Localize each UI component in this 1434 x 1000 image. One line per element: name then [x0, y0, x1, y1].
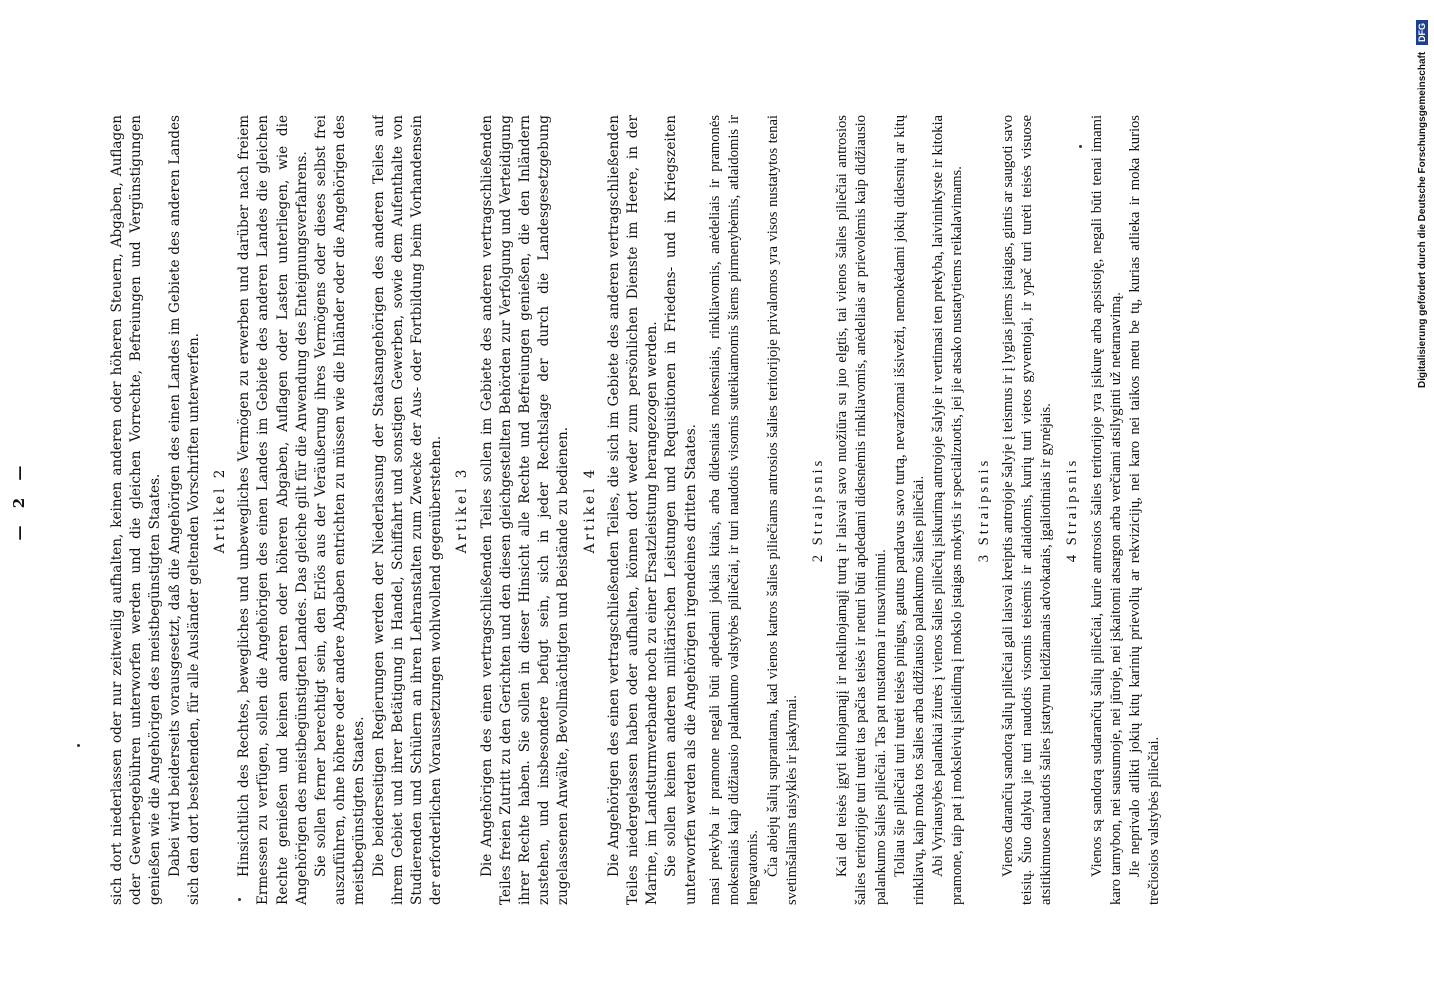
scan-speck: [1079, 145, 1082, 148]
german-article-2-heading: Artikel 2: [212, 466, 229, 554]
lithuanian-paragraph: masi prekyba ir pramone negali būti apdedami jokiais kitais, arba didesniais mokesniais, rinkliavomis, anėdeliais ir pramonės mokesniais kaip didžiausio palankumo valstybės piliečiai, ir turi naudotis visomis suteikiamomis šiems pirmenybėmis, atlaidomis ir lengvatomis.: [707, 115, 762, 905]
lithuanian-paragraph: Jie neprivalo atlikti jokių kitų karinių prievolių ar rekvizicijų, nei karo nei taikos metu be tų, kurias atlieka ir moka kurios trečiosios valstybės piliečiai.: [1127, 115, 1163, 905]
german-paragraph: Die beiderseitigen Regierungen werden der Niederlassung der Staatsangehörigen des anderen Teiles auf ihrem Gebiet und ihrer Betätigung in Handel, Schiffahrt und sonstigen Gewerben, sowie dem Aufenthalte von Studierenden und Schülern an ihren Lehranstalten zum Zwecke der Aus- oder Fortbildung beim Vorhandensein der erforderlichen Voraussetzungen wohlwollend gegenüberstehen.: [370, 115, 445, 905]
lithuanian-paragraph: Vienos darančių sandorą šalių piliečiai gali laisvai kreiptis antrojoje šalyje į teismus ir į lygias jiems įstaigas, gintis ar saugoti savo teisių. Šiuo dalyku jie turi naudotis visomis teisėmis ir atlaidomis, kurių turi vietos gyventojai, ir ypač turi turėti teisės visuose atsitikimuose naudotis šalies įstatymu leidžiamais advokatais, įgaliotiniais ir gynėjais.: [999, 115, 1055, 905]
lithuanian-article-2-heading: 2 Straipsnis: [810, 457, 827, 563]
credit-label: Digitalisierung gefördert durch die Deutsche Forschungsgemeinschaft: [1417, 51, 1428, 388]
lithuanian-paragraph: Toliau šie piliečiai turi turėti teisės pinigus, gautus pardavus savo turtą, nevaržomai išsivežti, nemokėdami jokių didesnių ar kitų rinkliavų, kaip moka tos šalies arba didžiausio palankumo šalies piliečiai.: [891, 115, 928, 905]
german-paragraph: Die Angehörigen des einen vertragschließenden Teiles sollen im Gebiete des anderen vertragschließenden Teiles freien Zutritt zu den Gerichten und den diesen gleichgestellten Behörden zur Verfolgung und Verteidigung ihrer Rechte haben. Sie sollen in dieser Hinsicht alle Rechte und Befreiungen genießen, die den Inländern zustehen, und insbesondere befugt sein, sich in jeder Rechtslage der durch die Landesgesetzgebung zugelassenen Anwälte, Bevollmächtigten und Beistände zu bedienen.: [478, 115, 572, 905]
german-paragraph: sich dort niederlassen oder nur zeitweilig aufhalten, keinen anderen oder höheren Steuern, Abgaben, Auflagen oder Gewerbegebühren unterworfen werden und die gleichen Vorrechte, Befreiungen und Vergünstigungen genießen wie die Angehörigen des meistbegünstigten Staates.: [109, 115, 164, 905]
lithuanian-article-4-heading: 4 Straipsnis: [1064, 457, 1081, 563]
german-paragraph: Sie sollen ferner berechtigt sein, den Erlös aus der Veräußerung ihres Vermögens oder dieses selbst frei auszuführen, ohne höhere oder andere Abgaben entrichten zu müssen wie die Inländer oder die Angehörigen des meistbegünstigten Staates.: [313, 115, 368, 905]
lithuanian-paragraph: Abi Vyriausybės palankiai žiurės į vienos šalies piliečių įsikurimą antrojoje šalyje ir vertimasi ten prekyba, laivininkyste ir kitokia pramone, taip pat į moksleivių įsileidimą į mokslo įstaigas mokytis ir specializuotis, jei jie atsako nustatytiems reikalavimams.: [930, 115, 966, 905]
german-paragraph: Die Angehörigen des einen vertragschließenden Teiles, die sich im Gebiete des anderen vertragschließenden Teiles niedergelassen haben oder aufhalten, können dort weder zum persönlichen Dienste im Heere, in der Marine, im Landsturmverbande noch zu einer Ersatzleistung herangezogen werden.: [605, 115, 661, 905]
lithuanian-paragraph: Vienos są sandorą sudarančių šalių piliečiai, kurie antrosios šalies teritorijoje yra įsikurę arba apsistoję, negali būti tenai imami karo tarnybon, nei sausumoje, nei jūroje, nei įskaitomi atsargon arba verčiami atsilyginti už netarnavimą.: [1088, 115, 1124, 905]
german-paragraph: Sie sollen keinen anderen militärischen Leistungen und Requisitionen in Friedens- und in Kriegszeiten unterworfen werden als die Angehörigen irgendeines dritten Staates.: [663, 115, 699, 905]
german-paragraph: Dabei wird beiderseits vorausgesetzt, daß die Angehörigen des einen Landes im Gebiete des anderen Landes sich den dort bestehenden, für alle Ausländer geltenden Vorschriften unterwerfen.: [166, 115, 202, 905]
german-article-4-heading: Artikel 4: [581, 466, 598, 554]
bilingual-columns: [108, 0, 1288, 1000]
lithuanian-column: [706, 115, 1291, 905]
digitization-credit-text: [1415, 0, 1431, 1000]
lithuanian-paragraph: Čia abiejų šalių suprantama, kad vienos katros šalies piliečiams antrosios šalies teritorijoje privalomos yra visos nustatytos tenai svetimšaliams taisyklės ir įsakymai.: [764, 115, 800, 905]
scan-speck: [77, 744, 80, 747]
german-column: [108, 115, 703, 905]
german-paragraph: Hinsichtlich des Rechtes, bewegliches und unbewegliches Vermögen zu erwerben und darüber nach freiem Ermessen zu verfügen, sollen die Angehörigen des einen Landes im Gebiete des anderen Landes die gleichen Rechte genießen und keinen anderen oder höheren Abgaben, Auflagen oder Lasten unterliegen, wie die Angehörigen des meistbegünstigten Landes. Das gleiche gilt für die Anwendung des Enteignungsverfahrens.: [236, 115, 310, 905]
german-article-3-heading: Artikel 3: [454, 466, 471, 554]
scan-speck: [238, 898, 241, 901]
lithuanian-paragraph: Kai del teisės įgyti kilnojamąjį ir nekilnojamąjį turtą ir laisvai savo nuožiūra su juo elgtis, tai vienos šalies piliečiai antrosios šalies teritorijoje turi turėti tas pačias teisės ir neturi būti apdedami didesnėmis rinkliavomis, anėdeliais ar prievolėmis kaip didžiausio palankumo šalies piliečiai. Tas pat nustatoma ir nusavinimui.: [834, 115, 889, 905]
page-number: — 2 —: [10, 459, 28, 541]
dfg-logo: DFG: [1416, 20, 1428, 45]
digitization-credit: [1412, 0, 1434, 1000]
lithuanian-article-3-heading: 3 Straipsnis: [975, 457, 992, 563]
